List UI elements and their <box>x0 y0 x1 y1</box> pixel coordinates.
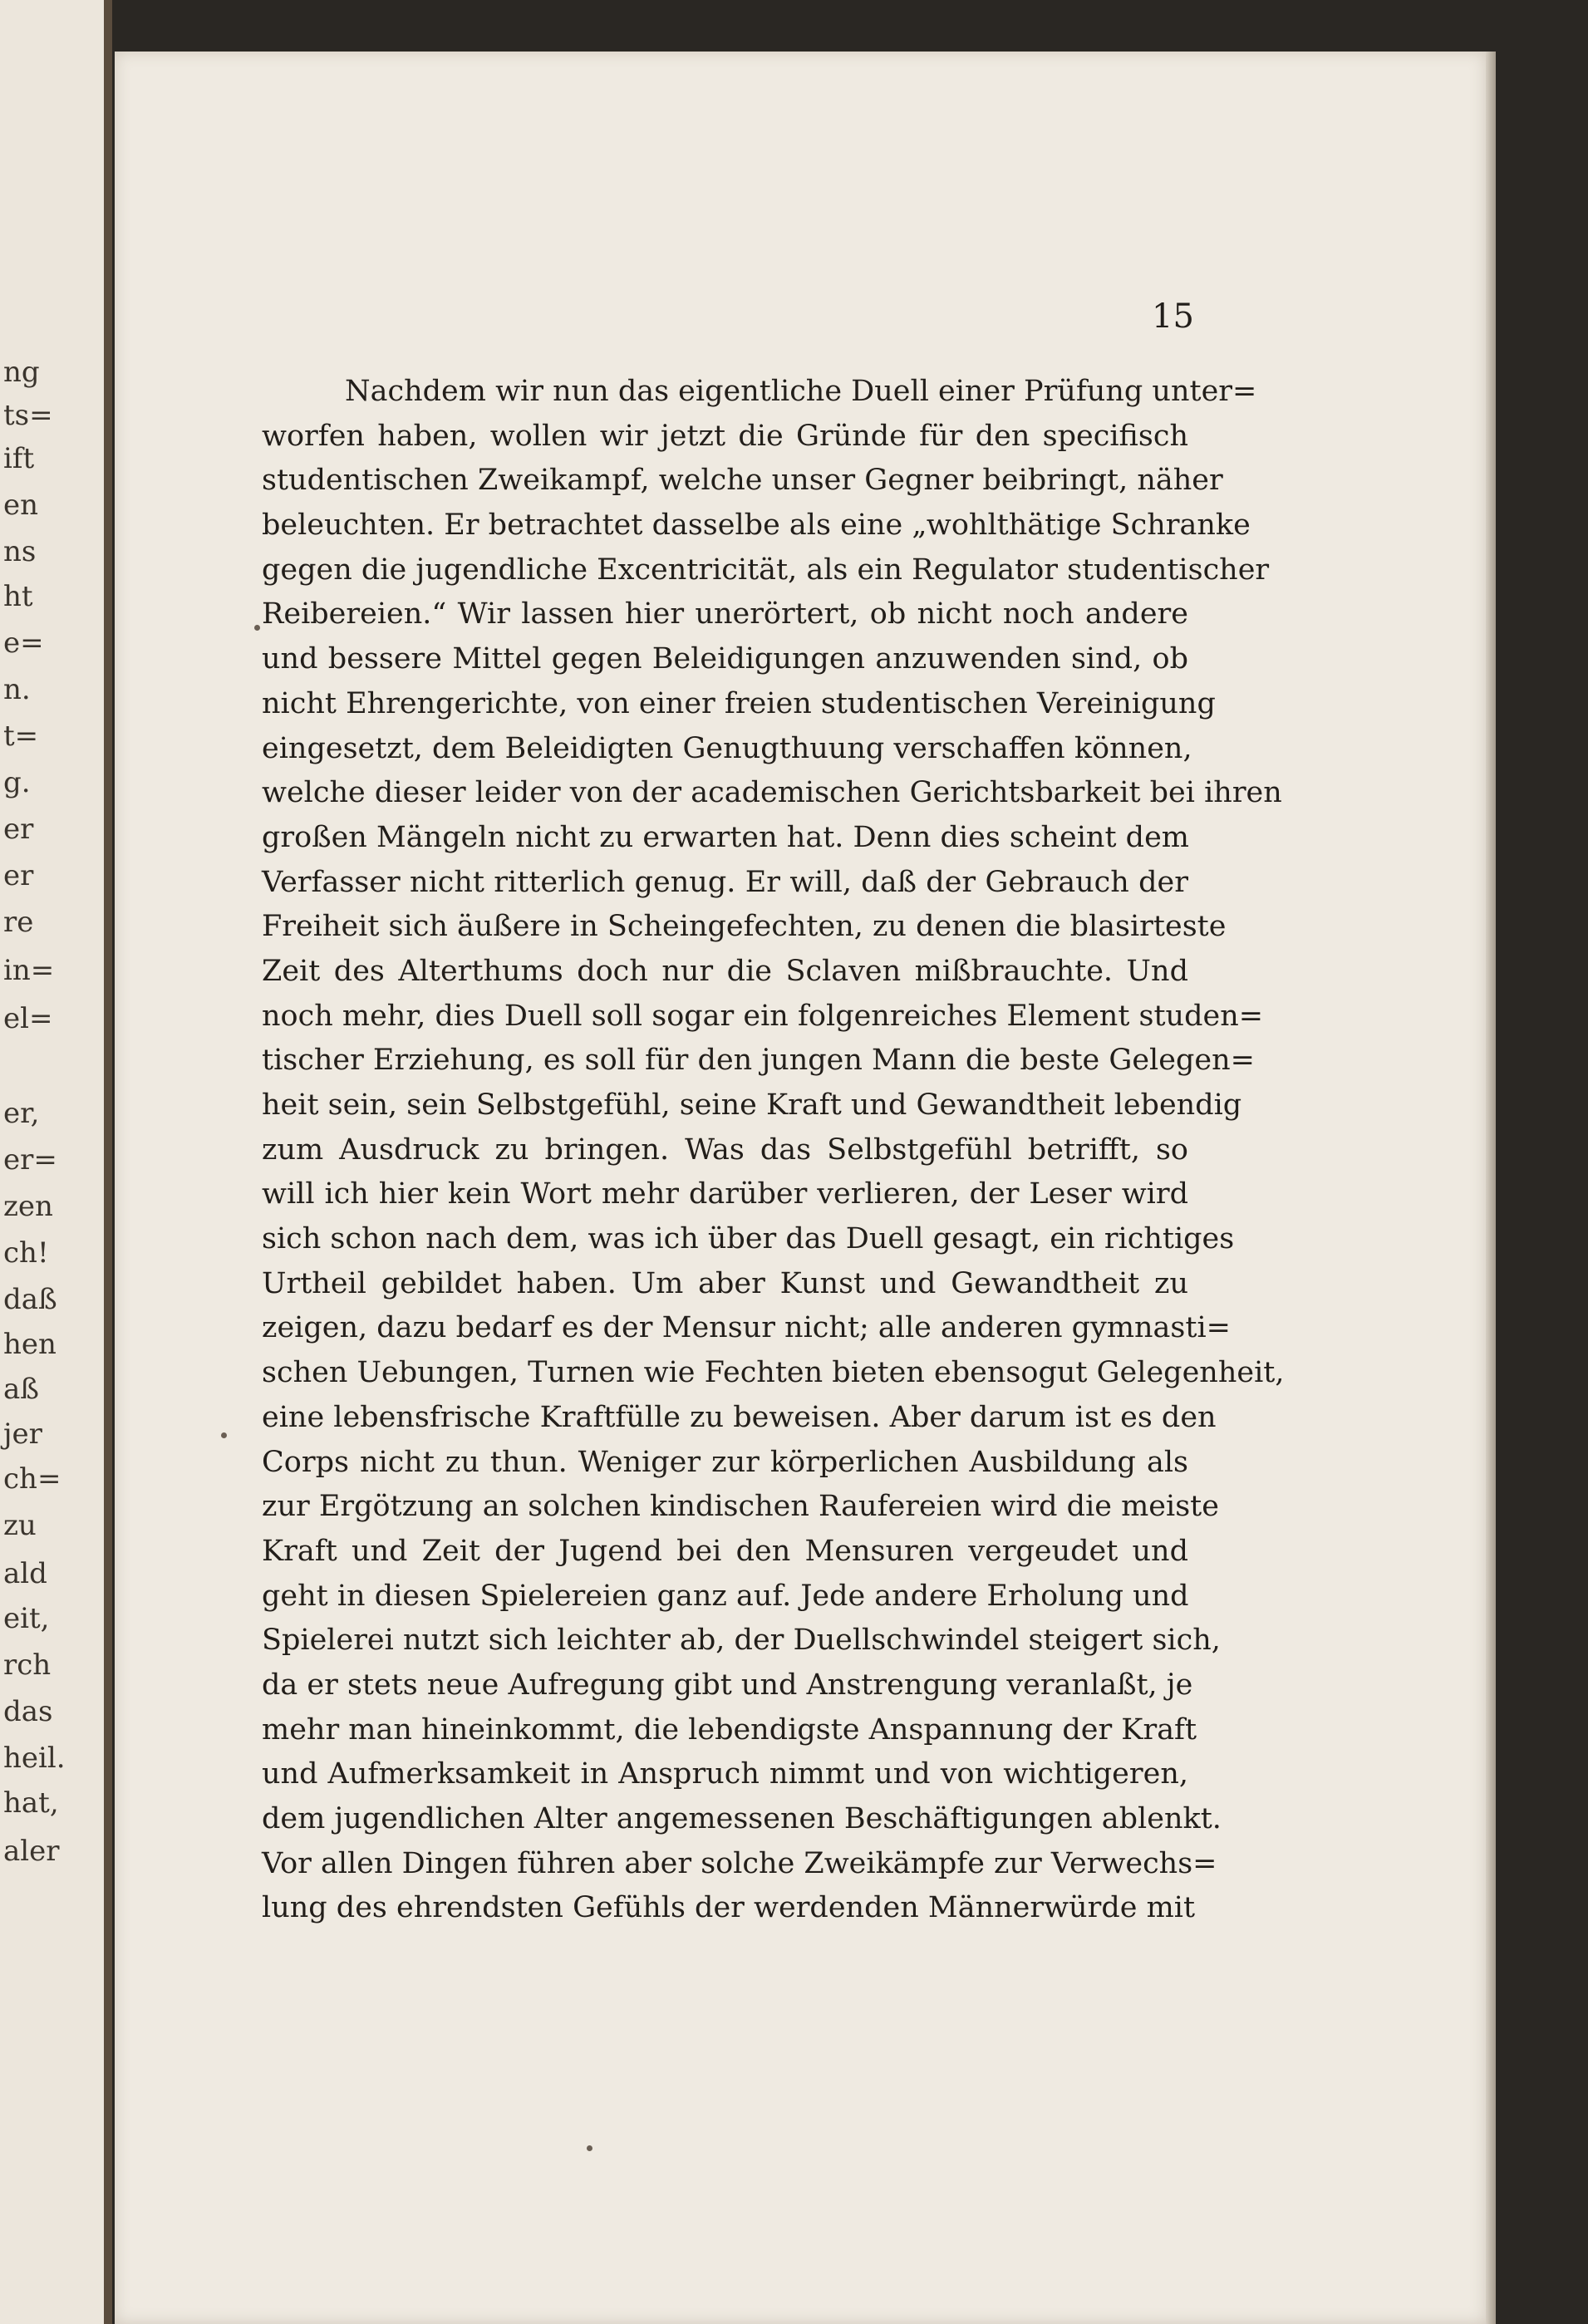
text-line: Urtheil gebildet haben. Um aber Kunst und Gewandtheit zu <box>262 1266 1188 1300</box>
text-line: da er stets neue Aufregung gibt und Anstrengung veranlaßt, je <box>262 1668 1193 1702</box>
text-line: heit sein, sein Selbstgefühl, seine Kraft und Gewandtheit lebendig <box>262 1088 1242 1122</box>
text-line: eingesetzt, dem Beleidigten Genugthuung verschaffen können, <box>262 731 1192 765</box>
text-line: worfen haben, wollen wir jetzt die Gründe für den specifisch <box>262 419 1188 453</box>
previous-page-fragment: aß <box>3 1373 39 1406</box>
text-line: mehr man hineinkommt, die lebendigste Anspannung der Kraft <box>262 1712 1197 1747</box>
text-line: Verfasser nicht ritterlich genug. Er will, daß der Gebrauch der <box>262 865 1188 899</box>
previous-page-fragment: daß <box>3 1283 57 1316</box>
previous-page-fragment: re <box>3 906 34 939</box>
previous-page-fragment: ift <box>3 442 35 475</box>
previous-page-fragment: g. <box>3 766 31 799</box>
text-line: und Aufmerksamkeit in Anspruch nimmt und von wichtigeren, <box>262 1757 1188 1791</box>
text-line: tischer Erziehung, es soll für den jungen Mann die beste Gelegen= <box>262 1044 1255 1078</box>
text-line: lung des ehrendsten Gefühls der werdenden Männerwürde mit <box>262 1891 1196 1925</box>
previous-page-fragment: ch! <box>3 1236 49 1270</box>
body-text <box>262 370 1285 1931</box>
text-line: zeigen, dazu bedarf es der Mensur nicht; alle anderen gymnasti= <box>262 1311 1231 1345</box>
previous-page-fragment: eit, <box>3 1602 50 1635</box>
text-line: gegen die jugendliche Excentricität, als ein Regulator studentischer <box>262 553 1270 587</box>
previous-page-fragment: er, <box>3 1097 40 1130</box>
previous-page-fragment: er <box>3 859 34 892</box>
previous-page-fragment: das <box>3 1695 53 1728</box>
text-line: geht in diesen Spielereien ganz auf. Jede andere Erholung und <box>262 1579 1189 1613</box>
text-line: beleuchten. Er betrachtet dasselbe als eine „wohlthätige Schranke <box>262 509 1251 543</box>
text-line: Spielerei nutzt sich leichter ab, der Duellschwindel steigert sich, <box>262 1624 1221 1658</box>
previous-page-fragment: ald <box>3 1557 47 1590</box>
previous-page-fragment: er= <box>3 1143 57 1177</box>
previous-page <box>0 0 112 2324</box>
text-line: welche dieser leider von der academischen Gerichtsbarkeit bei ihren <box>262 776 1282 810</box>
text-line: noch mehr, dies Duell soll sogar ein folgenreiches Element studen= <box>262 999 1264 1033</box>
previous-page-fragment: in= <box>3 954 55 987</box>
text-line: studentischen Zweikampf, welche unser Gegner beibringt, näher <box>262 464 1223 498</box>
previous-page-fragment: rch <box>3 1648 52 1682</box>
previous-page-fragment: en <box>3 489 39 522</box>
text-line: Zeit des Alterthums doch nur die Sclaven mißbrauchte. Und <box>262 954 1188 988</box>
previous-page-fragment: n. <box>3 673 31 706</box>
previous-page-fragment: zu <box>3 1509 37 1542</box>
previous-page-fragment: ts= <box>3 399 53 432</box>
text-line: Reibereien.“ Wir lassen hier unerörtert, ob nicht noch andere <box>262 597 1188 631</box>
text-line: Kraft und Zeit der Jugend bei den Mensuren vergeudet und <box>262 1534 1188 1568</box>
previous-page-fragment: ch= <box>3 1462 61 1496</box>
text-line: Vor allen Dingen führen aber solche Zweikämpfe zur Verwechs= <box>262 1846 1217 1880</box>
text-line: großen Mängeln nicht zu erwarten hat. Denn dies scheint dem <box>262 820 1189 854</box>
text-line: zum Ausdruck zu bringen. Was das Selbstgefühl betrifft, so <box>262 1133 1188 1167</box>
text-line: und bessere Mittel gegen Beleidigungen anzuwenden sind, ob <box>262 642 1188 676</box>
text-line: zur Ergötzung an solchen kindischen Raufereien wird die meiste <box>262 1490 1219 1524</box>
previous-page-fragment: ns <box>3 535 37 568</box>
previous-page-fragment: jer <box>3 1417 42 1451</box>
previous-page-fragment: heil. <box>3 1742 66 1775</box>
previous-page-fragment: zen <box>3 1190 53 1223</box>
margin-mark <box>254 625 260 631</box>
previous-page-fragment: el= <box>3 1002 53 1035</box>
previous-page-fragment: e= <box>3 626 44 660</box>
previous-page-fragment: t= <box>3 720 39 753</box>
text-line: eine lebensfrische Kraftfülle zu beweisen. Aber darum ist es den <box>262 1400 1217 1434</box>
previous-page-fragment: aler <box>3 1835 60 1868</box>
bottom-mark <box>587 2145 592 2151</box>
text-line: schen Uebungen, Turnen wie Fechten bieten ebensogut Gelegenheit, <box>262 1356 1285 1390</box>
margin-mark <box>221 1432 227 1438</box>
previous-page-fragment: ht <box>3 580 33 613</box>
text-line: Corps nicht zu thun. Weniger zur körperlichen Ausbildung als <box>262 1445 1188 1479</box>
previous-page-fragment: ng <box>3 356 40 389</box>
previous-page-fragment: er <box>3 813 34 846</box>
text-line: Freiheit sich äußere in Scheingefechten, zu denen die blasirteste <box>262 910 1227 944</box>
text-line: dem jugendlichen Alter angemessenen Beschäftigungen ablenkt. <box>262 1802 1222 1835</box>
text-line: nicht Ehrengerichte, von einer freien studentischen Vereinigung <box>262 686 1216 720</box>
previous-page-fragment: hen <box>3 1328 57 1361</box>
page-number: 15 <box>1152 297 1194 336</box>
text-line: will ich hier kein Wort mehr darüber verlieren, der Leser wird <box>262 1177 1188 1211</box>
page-edge <box>1486 52 1496 2324</box>
text-line: Nachdem wir nun das eigentliche Duell einer Prüfung unter= <box>345 375 1257 408</box>
previous-page-fragment: hat, <box>3 1786 59 1820</box>
text-line: sich schon nach dem, was ich über das Duell gesagt, ein richtiges <box>262 1222 1235 1256</box>
